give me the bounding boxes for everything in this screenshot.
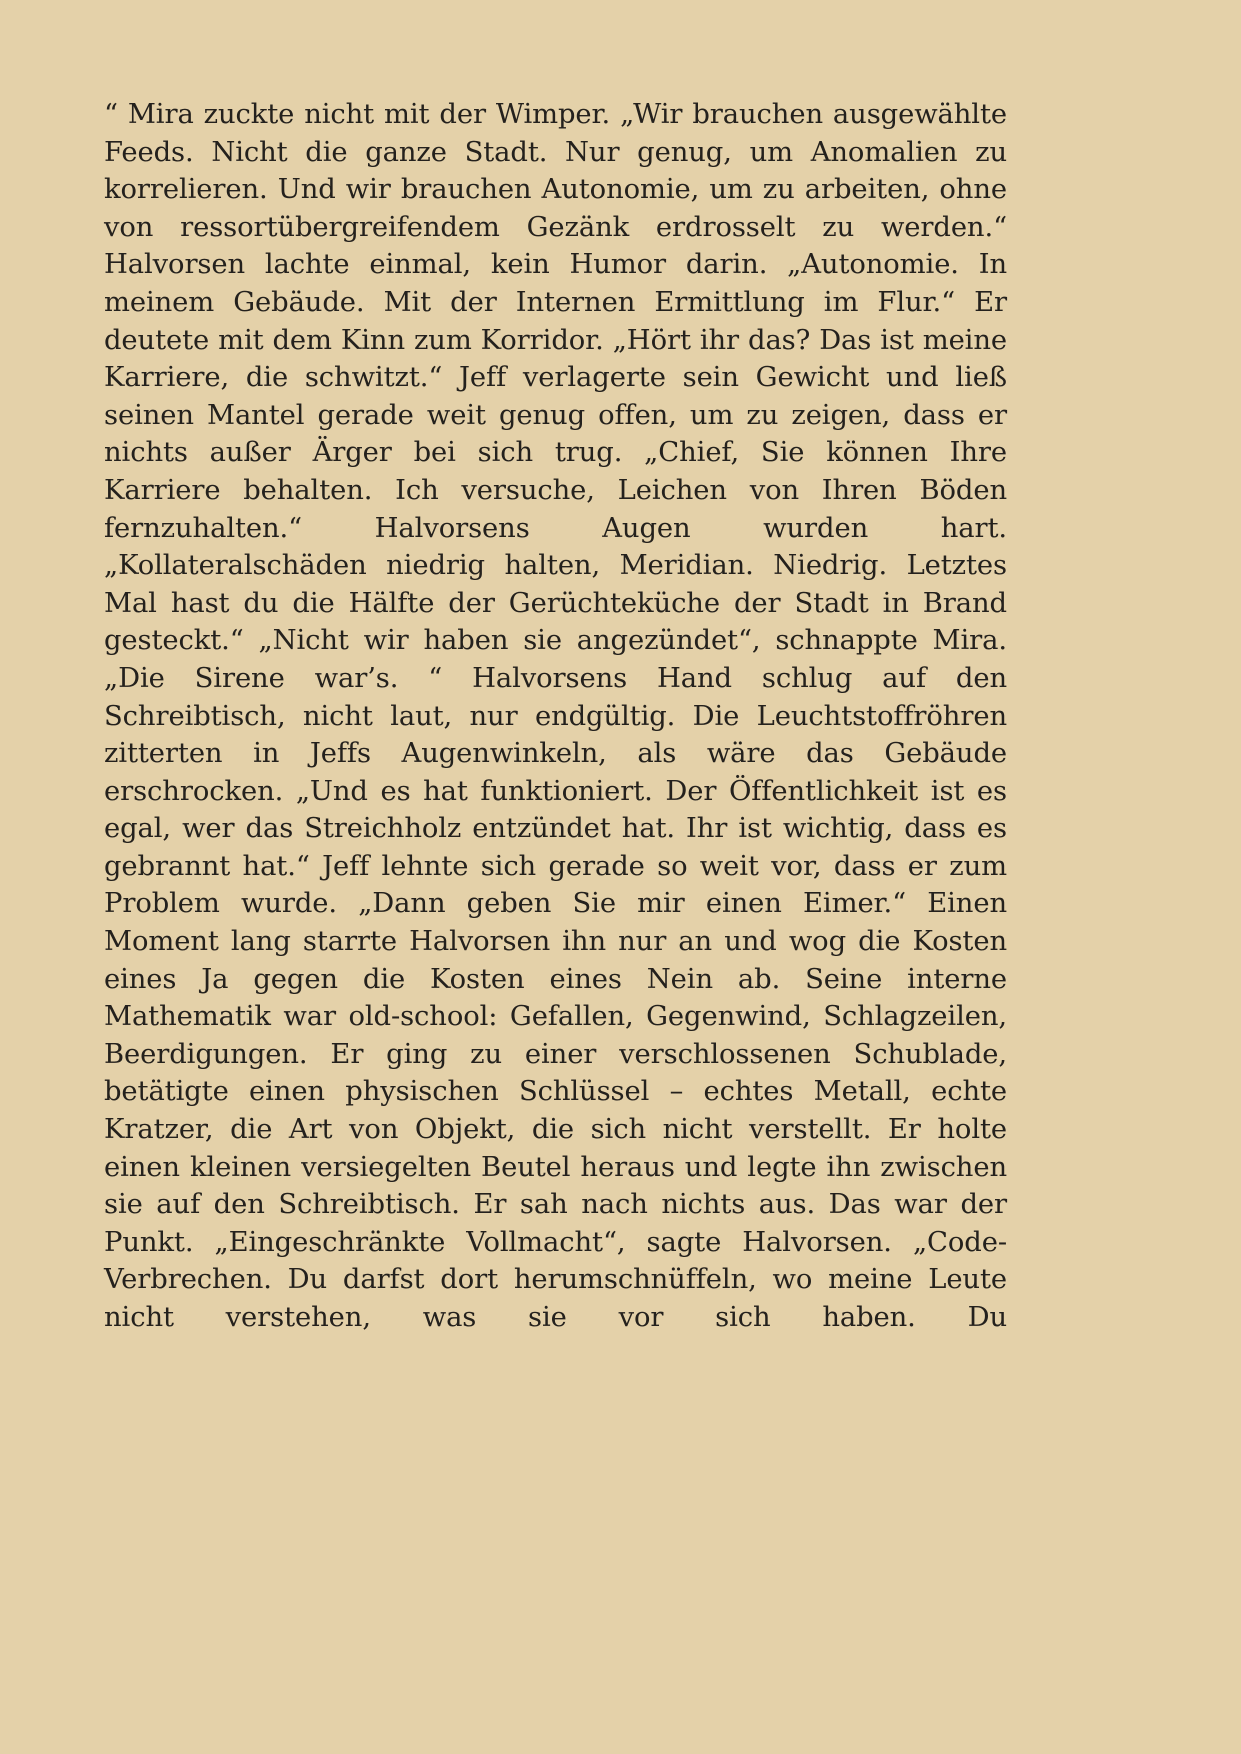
- text-column: [104, 96, 1007, 1374]
- body-paragraph: “ Mira zuckte nicht mit der Wimper. „Wir brauchen ausgewählte Feeds. Nicht die ganze Stadt. Nur genug, um Anomalien zu korrelieren. Und wir brauchen Autonomie, um zu arbeiten, ohne von ressortübergreifendem Gezänk erdrosselt zu werden.“ Halvorsen lachte einmal, kein Humor darin. „Autonomie. In meinem Gebäude. Mit der Internen Ermittlung im Flur.“ Er deutete mit dem Kinn zum Korridor. „Hört ihr das? Das ist meine Karriere, die schwitzt.“ Jeff verlagerte sein Gewicht und ließ seinen Mantel gerade weit genug offen, um zu zeigen, dass er nichts außer Ärger bei sich trug. „Chief, Sie können Ihre Karriere behalten. Ich versuche, Leichen von Ihren Böden fernzuhalten.“ Halvorsens Augen wurden hart. „Kollateralschäden niedrig halten, Meridian. Niedrig. Letztes Mal hast du die Hälfte der Gerüchteküche der Stadt in Brand gesteckt.“ „Nicht wir haben sie angezündet“, schnappte Mira. „Die Sirene war’s. “ Halvorsens Hand schlug auf den Schreibtisch, nicht laut, nur endgültig. Die Leuchtstoffröhren zitterten in Jeffs Augenwinkeln, als wäre das Gebäude erschrocken. „Und es hat funktioniert. Der Öffentlichkeit ist es egal, wer das Streichholz entzündet hat. Ihr ist wichtig, dass es gebrannt hat.“ Jeff lehnte sich gerade so weit vor, dass er zum Problem wurde. „Dann geben Sie mir einen Eimer.“ Einen Moment lang starrte Halvorsen ihn nur an und wog die Kosten eines Ja gegen die Kosten eines Nein ab. Seine interne Mathematik war old-school: Gefallen, Gegenwind, Schlagzeilen, Beerdigungen. Er ging zu einer verschlossenen Schublade, betätigte einen physischen Schlüssel – echtes Metall, echte Kratzer, die Art von Objekt, die sich nicht verstellt. Er holte einen kleinen versiegelten Beutel heraus und legte ihn zwischen sie auf den Schreibtisch. Er sah nach nichts aus. Das war der Punkt. „Eingeschränkte Vollmacht“, sagte Halvorsen. „Code-Verbrechen. Du darfst dort herumschnüffeln, wo meine Leute nicht verstehen, was sie vor sich haben. Du: [104, 99, 1007, 1333]
